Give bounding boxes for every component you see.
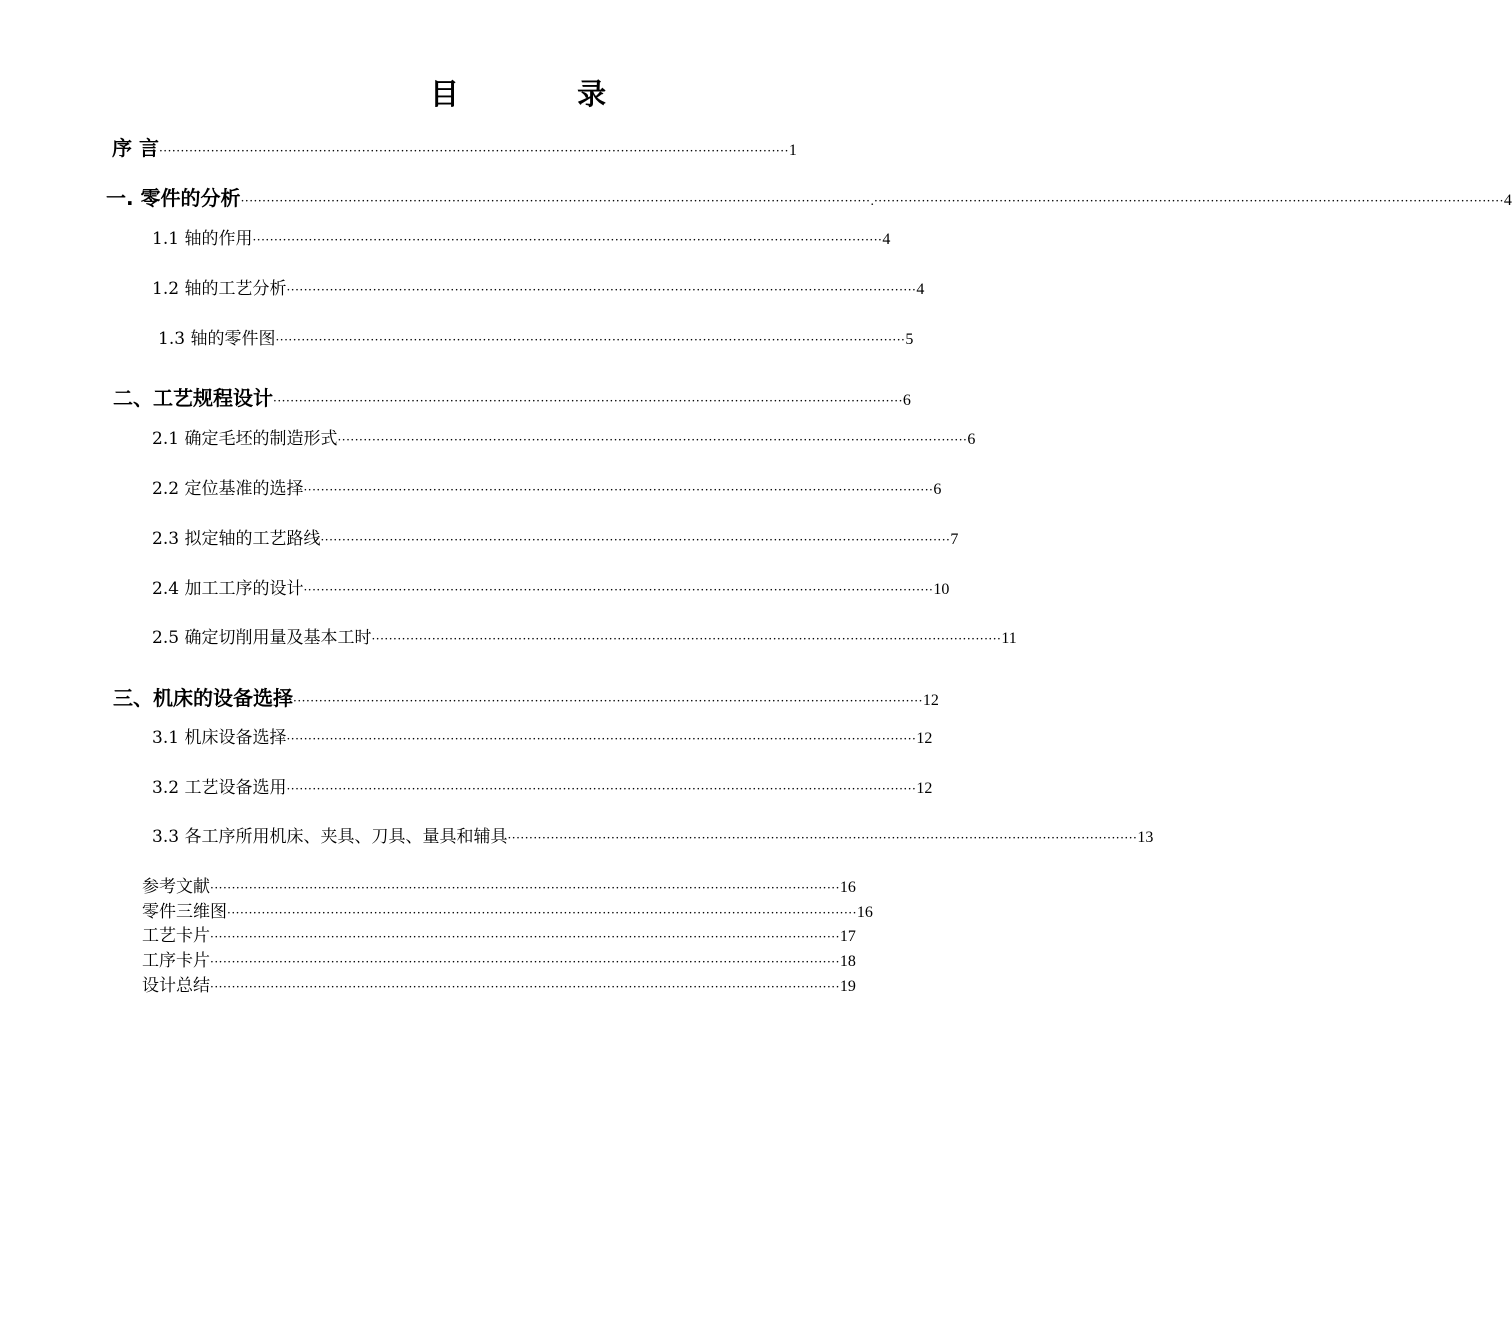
toc-entry-page: 17 <box>839 928 856 945</box>
toc-entry-label: 1.3 轴的零件图 <box>158 329 276 349</box>
toc-entry-2-2[interactable] <box>152 474 942 499</box>
toc-entry-1-1[interactable] <box>152 224 891 249</box>
toc-entry-page: 7 <box>950 531 959 548</box>
toc-entry-2-5[interactable] <box>152 623 1017 648</box>
toc-entry-3-2[interactable] <box>152 773 933 798</box>
toc-entry-chapter-1[interactable] <box>106 182 1512 211</box>
toc-entry-page: 12 <box>916 780 933 797</box>
toc-entry-page: 1 <box>788 142 797 159</box>
toc-entry-page: 10 <box>933 581 950 598</box>
toc-entry-3-1[interactable] <box>152 723 933 748</box>
toc-leader-dots: ·················································································································································· <box>873 194 1504 208</box>
toc-leader-dots: ·················································································································································· <box>210 881 840 895</box>
toc-entry-page: 6 <box>967 431 976 448</box>
toc-leader-dots: ·················································································································································· <box>275 333 906 347</box>
toc-leader-dots: ·················································································································································· <box>210 980 840 994</box>
toc-entry-label: 三、机床的设备选择 <box>113 686 293 710</box>
toc-leader-dots: ·················································································································································· <box>210 955 840 969</box>
toc-entry-label: 3.2 工艺设备选用 <box>152 778 287 798</box>
toc-entry-chapter-2[interactable] <box>113 382 911 411</box>
toc-entry-page: 4 <box>882 231 891 248</box>
toc-entry-references[interactable] <box>142 872 856 897</box>
toc-entry-label: 参考文献 <box>142 877 210 897</box>
toc-leader-dots: ·················································································································································· <box>303 583 934 597</box>
toc-entry-label: 一. 零件的分析 <box>106 186 241 210</box>
toc-entry-label: 设计总结 <box>142 976 210 996</box>
toc-entry-label: 二、工艺规程设计 <box>113 386 273 410</box>
toc-leader-dots: ·················································································································································· <box>158 144 789 158</box>
toc-entry-page: 19 <box>839 978 856 995</box>
toc-entry-label: 2.2 定位基准的选择 <box>152 479 304 499</box>
toc-leader-dots: ·················································································································································· <box>273 394 903 408</box>
toc-entry-label: 3.1 机床设备选择 <box>152 728 287 748</box>
toc-entry-2-4[interactable] <box>152 574 950 599</box>
toc-entry-page: 13 <box>1137 829 1154 846</box>
toc-leader-dots: ·················································································································································· <box>303 483 934 497</box>
toc-entry-label: 序 言 <box>112 136 159 160</box>
toc-leader-dots: ·················································································································································· <box>320 533 951 547</box>
toc-entry-label: 1.1 轴的作用 <box>152 229 253 249</box>
toc-entry-label: 2.3 拟定轴的工艺路线 <box>152 529 321 549</box>
toc-leader-dots: ·················································································································································· <box>286 283 917 297</box>
toc-leader-dots: ·················································································································································· <box>286 782 917 796</box>
toc-leader-dots: ·················································································································································· <box>337 433 968 447</box>
toc-entry-label: 2.1 确定毛坯的制造形式 <box>152 429 338 449</box>
toc-entry-page: 16 <box>856 904 873 921</box>
toc-leader-dots: ·················································································································································· <box>240 194 871 208</box>
page-title: 目 录 <box>430 77 661 111</box>
toc-entry-page: 6 <box>933 481 942 498</box>
toc-entry-label: 1.2 轴的工艺分析 <box>152 279 287 299</box>
toc-entry-label: 3.3 各工序所用机床、夹具、刀具、量具和辅具 <box>152 827 508 847</box>
toc-leader-dots: ·················································································································································· <box>286 732 917 746</box>
toc-leader-dots: ·················································································································································· <box>507 831 1138 845</box>
toc-entry-page: 16 <box>839 879 856 896</box>
toc-entry-page: 4 <box>1503 192 1512 209</box>
toc-entry-2-3[interactable] <box>152 524 959 549</box>
toc-entry-1-3[interactable] <box>158 324 914 349</box>
toc-entry-label: 工艺卡片 <box>142 926 210 946</box>
toc-entry-page: 5 <box>905 331 914 348</box>
toc-leader-dots: ·················································································································································· <box>293 694 923 708</box>
toc-entry-chapter-3[interactable] <box>113 682 939 711</box>
toc-entry-label: 零件三维图 <box>142 902 227 922</box>
toc-entry-2-1[interactable] <box>152 424 976 449</box>
toc-entry-preface[interactable] <box>112 132 797 161</box>
toc-entry-page: 11 <box>1001 630 1017 647</box>
toc-entry-label: 工序卡片 <box>142 951 210 971</box>
toc-entry-process-card[interactable] <box>142 921 856 946</box>
toc-entry-3-3[interactable] <box>152 822 1154 847</box>
toc-entry-page: 6 <box>902 392 911 409</box>
toc-entry-3d-drawing[interactable] <box>142 897 873 922</box>
toc-leader-dots: ·················································································································································· <box>252 233 883 247</box>
toc-entry-label: 2.5 确定切削用量及基本工时 <box>152 628 372 648</box>
toc-entry-page: 12 <box>922 692 939 709</box>
toc-leader-dots: ·················································································································································· <box>210 930 840 944</box>
toc-entry-1-2[interactable] <box>152 274 925 299</box>
toc-entry-page: 12 <box>916 730 933 747</box>
toc-leader-mark: . <box>870 194 874 209</box>
toc-entry-operation-card[interactable] <box>142 946 856 971</box>
toc-entry-page: 4 <box>916 281 925 298</box>
toc-entry-design-summary[interactable] <box>142 971 856 996</box>
toc-entry-label: 2.4 加工工序的设计 <box>152 579 304 599</box>
toc-entry-page: 18 <box>839 953 856 970</box>
toc-leader-dots: ·················································································································································· <box>371 632 1002 646</box>
toc-leader-dots: ·················································································································································· <box>227 906 857 920</box>
